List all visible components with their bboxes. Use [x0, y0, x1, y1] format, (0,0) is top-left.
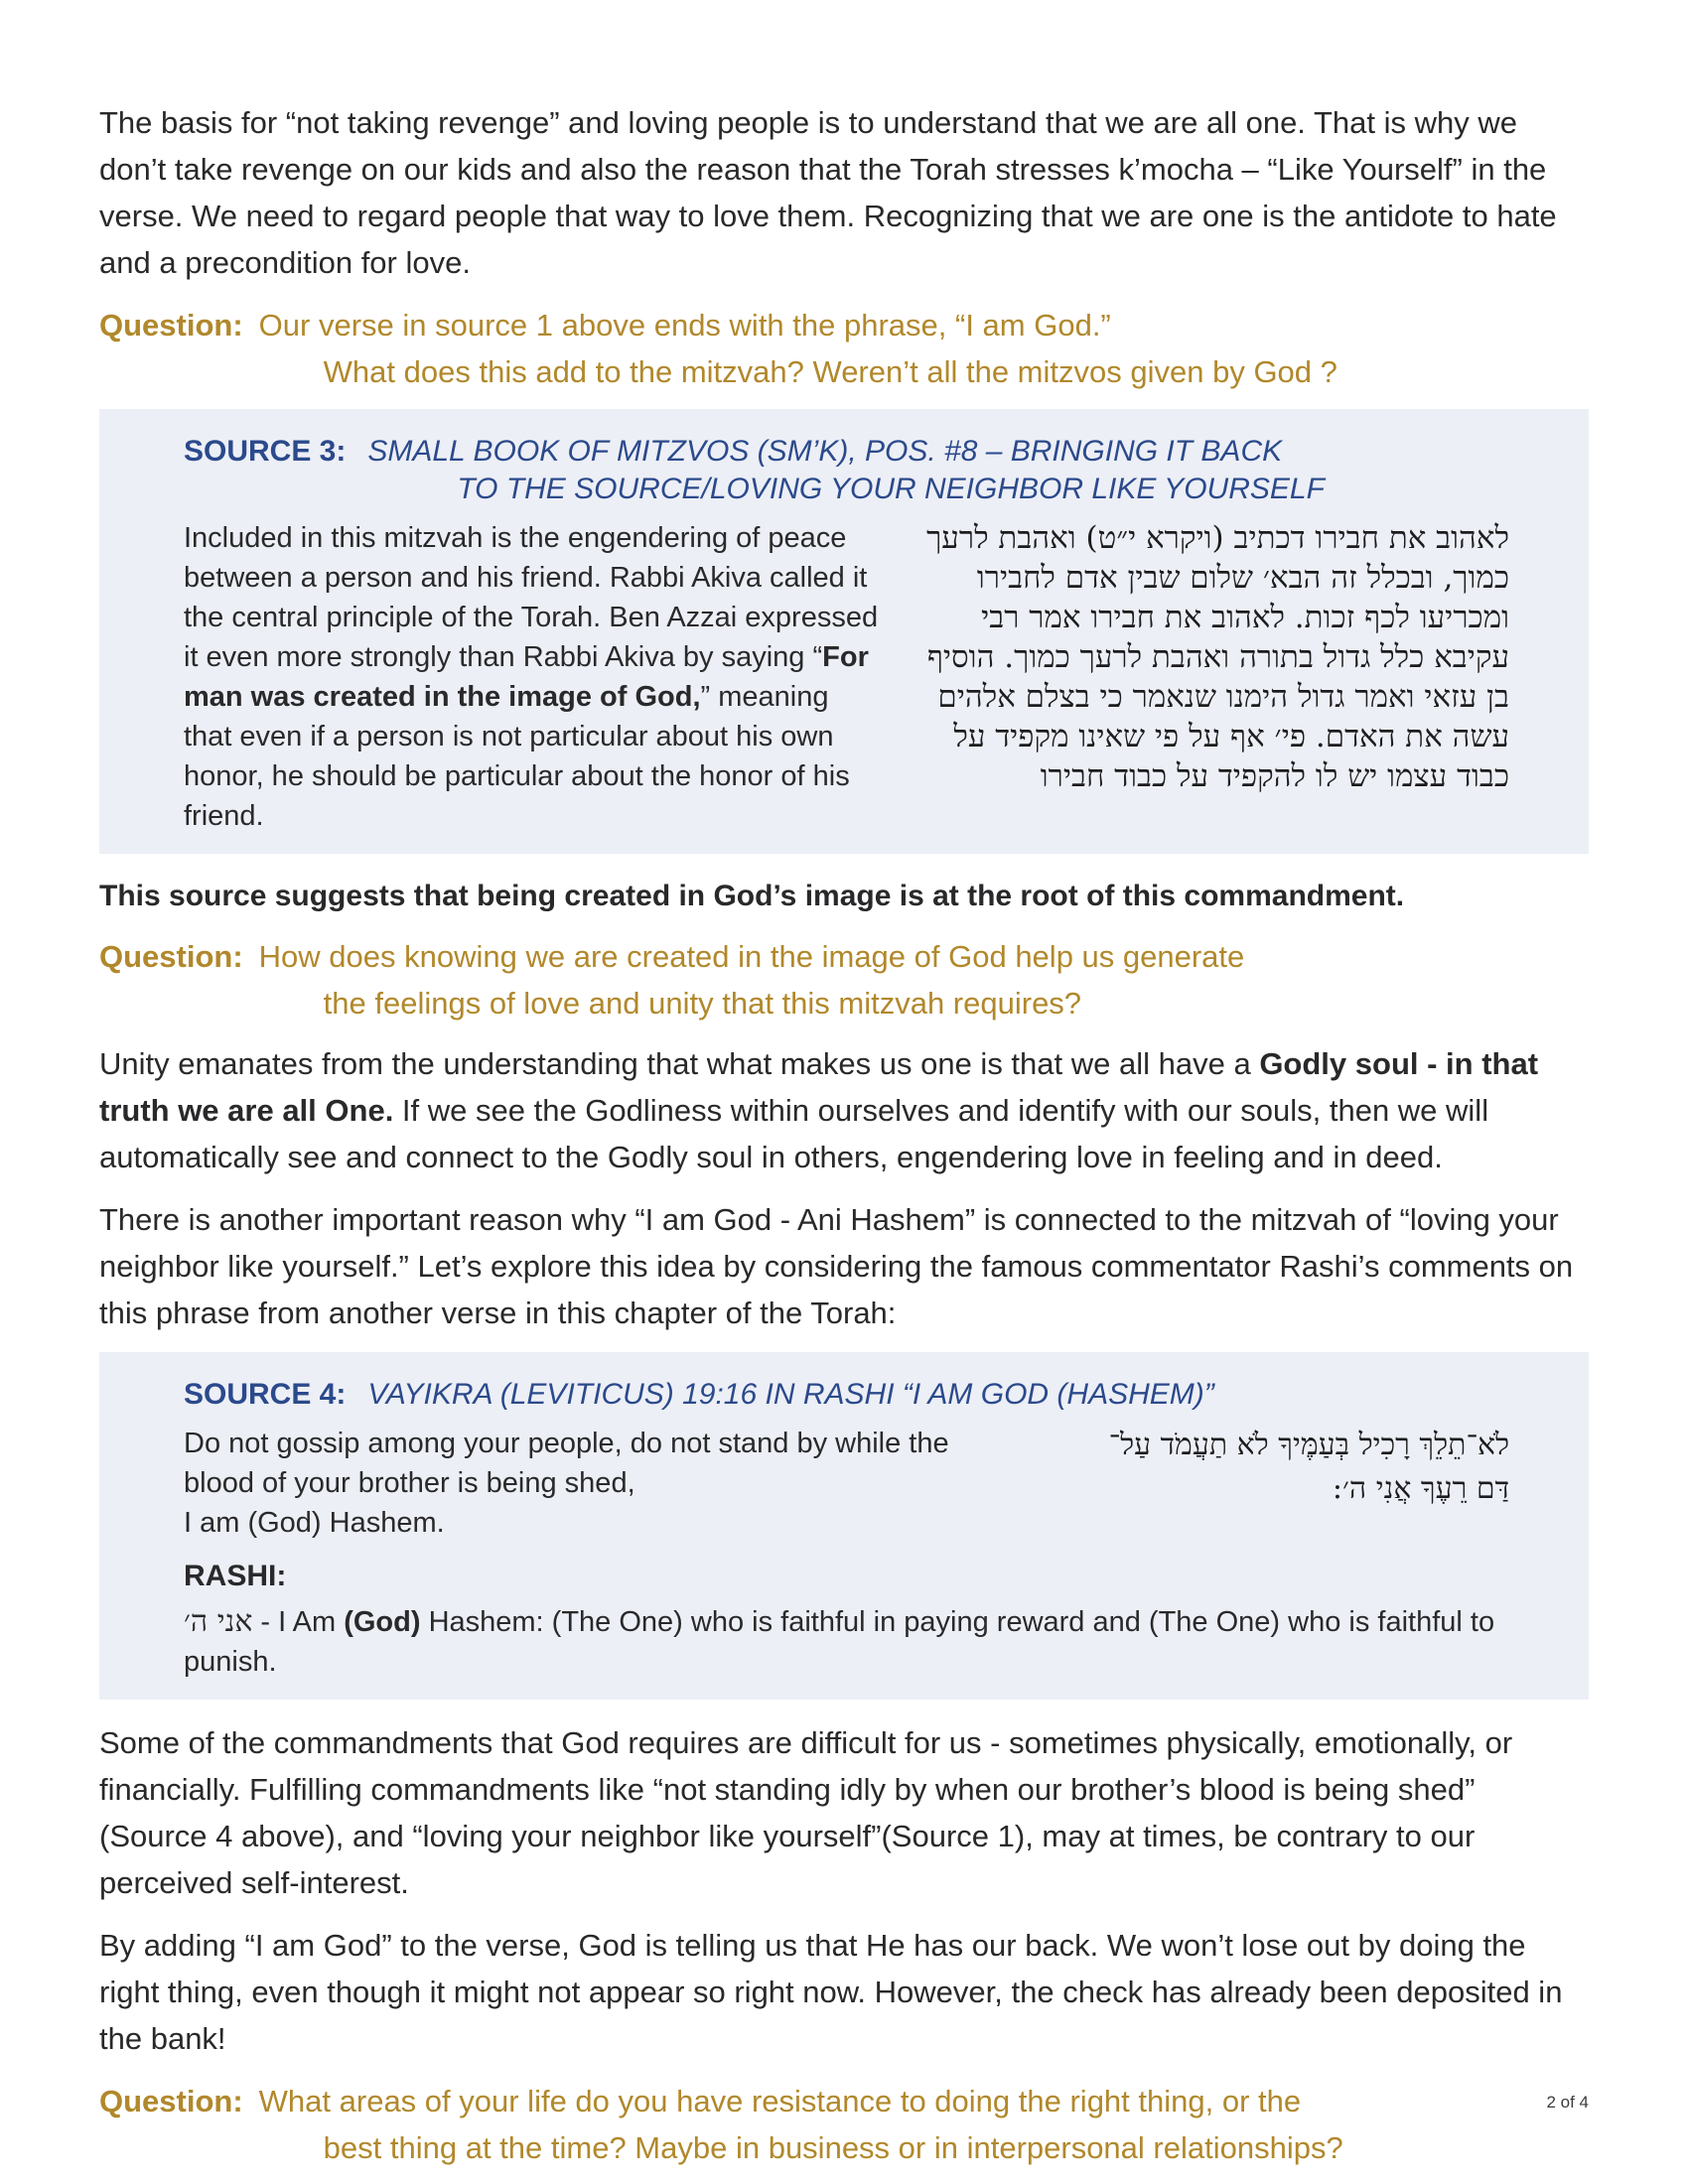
question-3-label: Question: [99, 2084, 243, 2118]
adding-paragraph: By adding “I am God” to the verse, God is telling us that He has our back. We won’t lose out by doing the right thing, even though it might not appear so right now. However, the check has already been deposited in the bank! [99, 1928, 1563, 2056]
source-3-title-line-2: TO THE SOURCE/LOVING YOUR NEIGHBOR LIKE YOURSELF [457, 473, 1325, 505]
source-3-label: SOURCE 3: [184, 435, 347, 468]
question-1 [99, 302, 1589, 395]
source-4-english-text [184, 1424, 958, 1543]
rashi-bold: (God) [344, 1606, 421, 1638]
question-3-text [259, 2078, 1343, 2171]
source-3-english-bold: For man was created in the image of God, [184, 641, 869, 713]
question-3-line-2: best thing at the time? Maybe in business or in interpersonal relationships? [323, 2130, 1343, 2165]
source-4-hebrew-line-2: דַּם רֵעֶךָ אֲנִי ה׳: [1332, 1471, 1509, 1506]
question-1-line-1: Our verse in source 1 above ends with the phrase, “I am God.” [258, 308, 1111, 342]
unity-before: Unity emanates from the understanding that what makes us one is that we all have a [99, 1046, 1260, 1081]
source-3-header [184, 433, 1509, 508]
page-number: 2 of 4 [1546, 2093, 1589, 2112]
question-1-text [259, 302, 1337, 395]
source-3-english-after: ” meaning that even if a person is not particular about his own honor, he should be particular about the honor of his friend. [184, 681, 850, 832]
source-3-english-text [184, 518, 879, 836]
question-2-line-2: the feelings of love and unity that this mitzvah requires? [323, 986, 1082, 1021]
question-2-line-1: How does knowing we are created in the image of God help us generate [258, 939, 1245, 974]
unity-paragraph [99, 1040, 1589, 1180]
another-reason-paragraph: There is another important reason why “I am God - Ani Hashem” is connected to the mitzvah of “loving your neighbor like yourself.” Let’s explore this idea by considering the famous commentator Rashi’s comments on this phrase from another verse in this chapter of the Torah: [99, 1202, 1574, 1330]
rashi-commentary [184, 1602, 1509, 1682]
rashi-label: RASHI: [184, 1560, 287, 1592]
source-4-hebrew-text [1043, 1424, 1509, 1543]
question-1-line-2: What does this add to the mitzvah? Weren’t all the mitzvos given by God ? [323, 354, 1337, 389]
intro-paragraph [99, 99, 1589, 286]
question-2-label: Question: [99, 939, 243, 974]
source-3-title-line-1: SMALL BOOK OF MITZVOS (SM’K), POS. #8 – BRINGING IT BACK [367, 435, 1283, 468]
source-4-english-line-2: I am (God) Hashem. [184, 1507, 445, 1539]
source-3-english-before: Included in this mitzvah is the engendering of peace between a person and his friend. Rabbi Akiva called it the central principle of the Torah. Ben Azzai expressed it even more strongly than Rabbi Akiva by saying “ [184, 522, 879, 673]
rashi-hebrew-phrase: אני ה׳ [184, 1604, 253, 1639]
unity-bold: Godly soul - in that truth we are all One. [99, 1046, 1539, 1128]
source-3-box [99, 409, 1589, 854]
question-3-line-1: What areas of your life do you have resistance to doing the right thing, or the [258, 2084, 1302, 2118]
source-4-title: VAYIKRA (LEVITICUS) 19:16 IN RASHI “I AM GOD (HASHEM)” [367, 1378, 1214, 1411]
source-4-english-line-1: Do not gossip among your people, do not stand by while the blood of your brother is being shed, [184, 1428, 949, 1499]
rashi-after: Hashem: (The One) who is faithful in paying reward and (The One) who is faithful to punish. [184, 1606, 1495, 1678]
intro-text: The basis for “not taking revenge” and loving people is to understand that we are all one. That is why we don’t take revenge on our kids and also the reason that the Torah stresses k’mocha – “Like Yourself” in the verse. We need to regard people that way to love them. Recognizing that we are one is the antidote to hate and a precondition for love. [99, 105, 1557, 280]
source-4-box [99, 1352, 1589, 1700]
source-3-title [367, 433, 1325, 508]
question-2-text [259, 933, 1245, 1026]
source-4-header [184, 1376, 1509, 1414]
question-2 [99, 933, 1589, 1026]
source-4-columns [184, 1424, 1509, 1543]
question-3 [99, 2078, 1589, 2171]
source-3-hebrew-text: לאהוב את חבירו דכתיב (ויקרא י״ט) ואהבת לרעך כמוך, ובכלל זה הבא׳ שלום שבין אדם לחבירו ומכריעו לכף זכות. לאהוב את חבירו אמר רבי עקיבא כלל גדול בתורה ואהבת לרעך כמוך. הוסיף בן עזאי ואמר גדול הימנו שנאמר כי בצלם אלהים עשה את האדם. פי׳ אף על פי שאינו מקפיד על כבוד עצמו יש לו להקפיד על כבוד חבירו [926, 520, 1509, 794]
source-4-hebrew-line-1: לֹא־תֵלֵךְ רָכִיל בְּעַמֶּיךָ לֹא תַעֲמֹד עַל־ [1108, 1428, 1509, 1462]
difficult-paragraph: Some of the commandments that God requires are difficult for us - sometimes physically, emotionally, or financially. Fulfilling commandments like “not standing idly by when our brother’s blood is being shed” (Source 4 above), and “loving your neighbor like yourself”(Source 1), may at times, be contrary to our perceived self-interest. [99, 1725, 1513, 1900]
rashi-mid: - I Am [252, 1606, 345, 1638]
question-1-label: Question: [99, 308, 243, 342]
statement-bold: This source suggests that being created in God’s image is at the root of this commandment. [99, 880, 1405, 912]
source-4-label: SOURCE 4: [184, 1378, 347, 1411]
unity-after: If we see the Godliness within ourselves and identify with our souls, then we will automatically see and connect to the Godly soul in others, engendering love in feeling and in deed. [99, 1093, 1489, 1174]
source-3-columns [184, 518, 1509, 836]
